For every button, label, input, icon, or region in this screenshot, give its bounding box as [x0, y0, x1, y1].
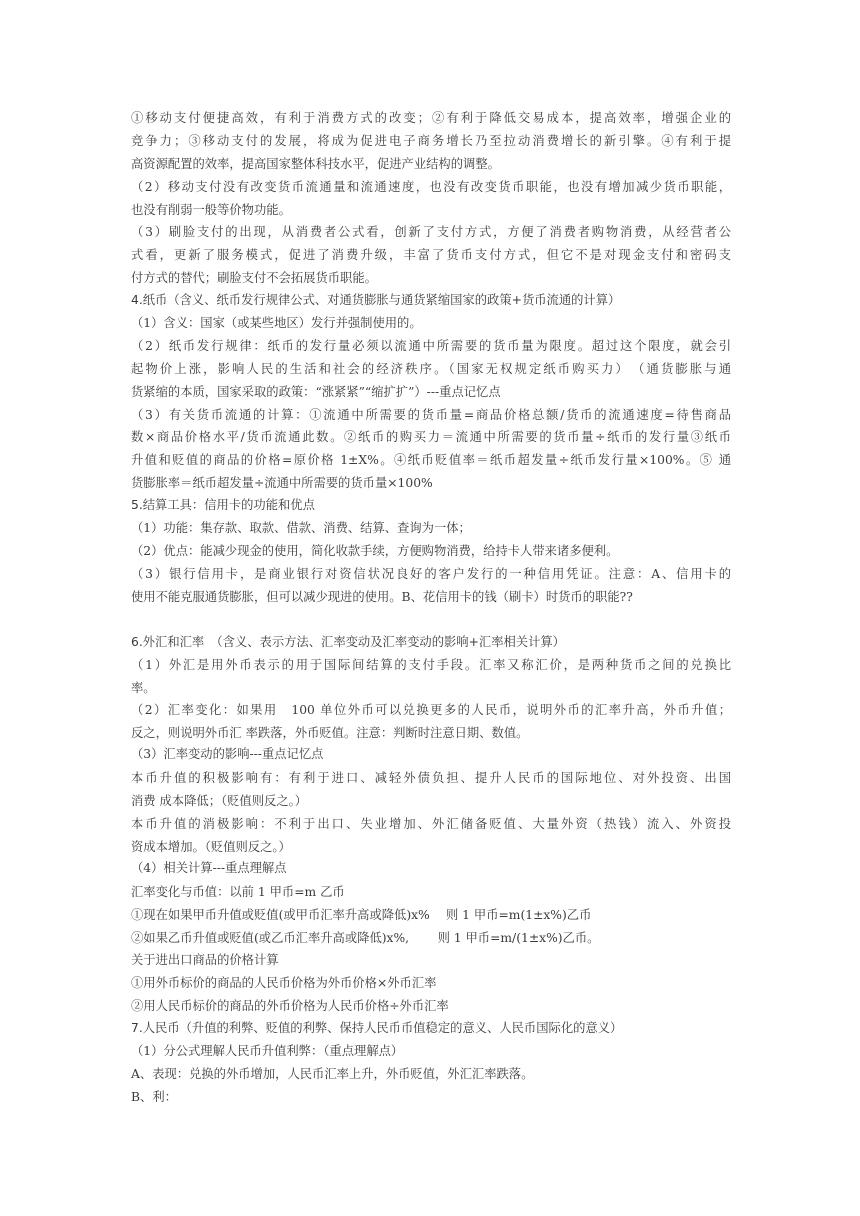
text-line: 货膨胀率＝纸币超发量÷流通中所需要的货币量×100% — [131, 476, 433, 490]
text-line: ①移动支付便捷高效，有利于消费方式的改变；②有利于降低交易成本，提高效率，增强企业的 — [131, 111, 731, 125]
section-heading: 7.人民币（升值的利弊、贬值的利弊、保持人民币币值稳定的意义、人民币国际化的意义） — [131, 1021, 623, 1035]
text-line: （2）优点：能减少现金的使用，简化收款手续，方便购物消费，给持卡人带来诸多便利。 — [131, 544, 619, 558]
text-line: 汇率变化与币值：以前 1 甲币=m 乙币 — [131, 885, 345, 899]
text-line: 关于进出口商品的价格计算 — [131, 953, 279, 967]
text-line: ②如果乙币升值或贬值(或乙币汇率升高或降低)x%, 则 1 甲币=m/(1±x%)乙币。 — [131, 931, 600, 945]
text-line: ①现在如果甲币升值或贬值(或甲币汇率升高或降低)x% 则 1 甲币=m(1±x%)乙币 — [131, 908, 592, 922]
section-heading: 5.结算工具：信用卡的功能和优点 — [131, 498, 315, 512]
section-heading: 6.外汇和汇率 （含义、表示方法、汇率变动及汇率变动的影响+汇率相关计算） — [131, 635, 565, 649]
text-line: （3）刷脸支付的出现，从消费者公式看，创新了支付方式，方便了消费者购物消费，从经营者公 — [131, 225, 731, 239]
text-line: 反之，则说明外币汇 率跌落，外币贬值。注意：判断时注意日期、数值。 — [131, 726, 529, 740]
text-line: 升值和贬值的商品的价格=原价格 1±X%。④纸币贬值率＝纸币超发量÷纸币发行量×100%。⑤ 通 — [131, 453, 731, 467]
text-line: 资成本增加。（贬值则反之。） — [131, 840, 291, 854]
text-line: （1）含义：国家（或某些地区）发行并强制使用的。 — [131, 316, 422, 330]
text-line: 也没有削弱一般等价物功能。 — [131, 203, 291, 217]
text-line: 本币升值的消极影响：不利于出口、失业增加、外汇储备贬值、大量外资（热钱）流入、外资投 — [131, 817, 731, 831]
text-line: （1）功能：集存款、取款、借款、消费、结算、查询为一体； — [131, 521, 471, 535]
text-line: ①用外币标价的商品的人民币价格为外币价格×外币汇率 — [131, 976, 437, 990]
text-line: 货紧缩的本质，国家采取的政策：“涨紧紧”“缩扩扩”）---重点记忆点 — [131, 385, 501, 399]
text-line: 率。 — [131, 681, 156, 695]
text-line: 使用不能克服通货膨胀，但可以减少现进的使用。B、花信用卡的钱（刷卡）时货币的职能?? — [131, 590, 633, 604]
text-line: （2）移动支付没有改变货币流通量和流通速度，也没有改变货币职能，也没有增加减少货币职能， — [131, 180, 731, 194]
text-line: A、表现：兑换的外币增加，人民币汇率上升，外币贬值，外汇汇率跌落。 — [131, 1067, 534, 1081]
text-line: （1）分公式理解人民币升值利弊：（重点理解点） — [131, 1044, 404, 1058]
text-line: （1）外汇是用外币表示的用于国际间结算的支付手段。汇率又称汇价，是两种货币之间的兑换比 — [131, 658, 731, 672]
text-line: 高资源配置的效率，提高国家整体科技水平，促进产业结构的调整。 — [131, 157, 500, 171]
text-line: ②用人民币标价的商品的外币价格为人民币价格÷外币汇率 — [131, 999, 449, 1013]
text-line: （3）银行信用卡，是商业银行对资信状况良好的客户发行的一种信用凭证。注意：A、信用卡的 — [131, 567, 731, 581]
text-line: 式看，更新了服务模式，促进了消费升级，丰富了货币支付方式，但它不是对现金支付和密码支 — [131, 248, 731, 262]
text-line: （3）汇率变动的影响---重点记忆点 — [131, 747, 324, 761]
text-line: 竞争力；③移动支付的发展，将成为促进电子商务增长乃至拉动消费增长的新引擎。④有利于提 — [131, 134, 731, 148]
text-line: 本币升值的积极影响有：有利于进口、减轻外债负担、提升人民币的国际地位、对外投资、出国 — [131, 771, 731, 785]
text-line: 数×商品价格水平/货币流通此数。②纸币的购买力＝流通中所需要的货币量÷纸币的发行量③纸币 — [131, 430, 731, 444]
text-line: （4）相关计算---重点理解点 — [131, 861, 287, 875]
text-line: （2）汇率变化：如果用 100 单位外币可以兑换更多的人民币，说明外币的汇率升高，外币升值； — [131, 703, 731, 717]
text-line: （2）纸币发行规律：纸币的发行量必须以流通中所需要的货币量为限度。超过这个限度，就会引 — [131, 339, 731, 353]
section-heading: 4.纸币（含义、纸币发行规律公式、对通货膨胀与通货紧缩国家的政策+货币流通的计算） — [131, 293, 621, 307]
text-line: （3）有关货币流通的计算：①流通中所需要的货币量=商品价格总额/货币的流通速度=待售商品 — [131, 408, 731, 422]
text-line: 起物价上涨，影响人民的生活和社会的经济秩序。（国家无权规定纸币购买力） （通货膨胀与通 — [131, 362, 731, 376]
text-line: 消费 成本降低；（贬值则反之。） — [131, 794, 308, 808]
text-line: 付方式的替代；刷脸支付不会拓展货币职能。 — [131, 271, 377, 285]
text-line: B、利： — [131, 1090, 177, 1104]
